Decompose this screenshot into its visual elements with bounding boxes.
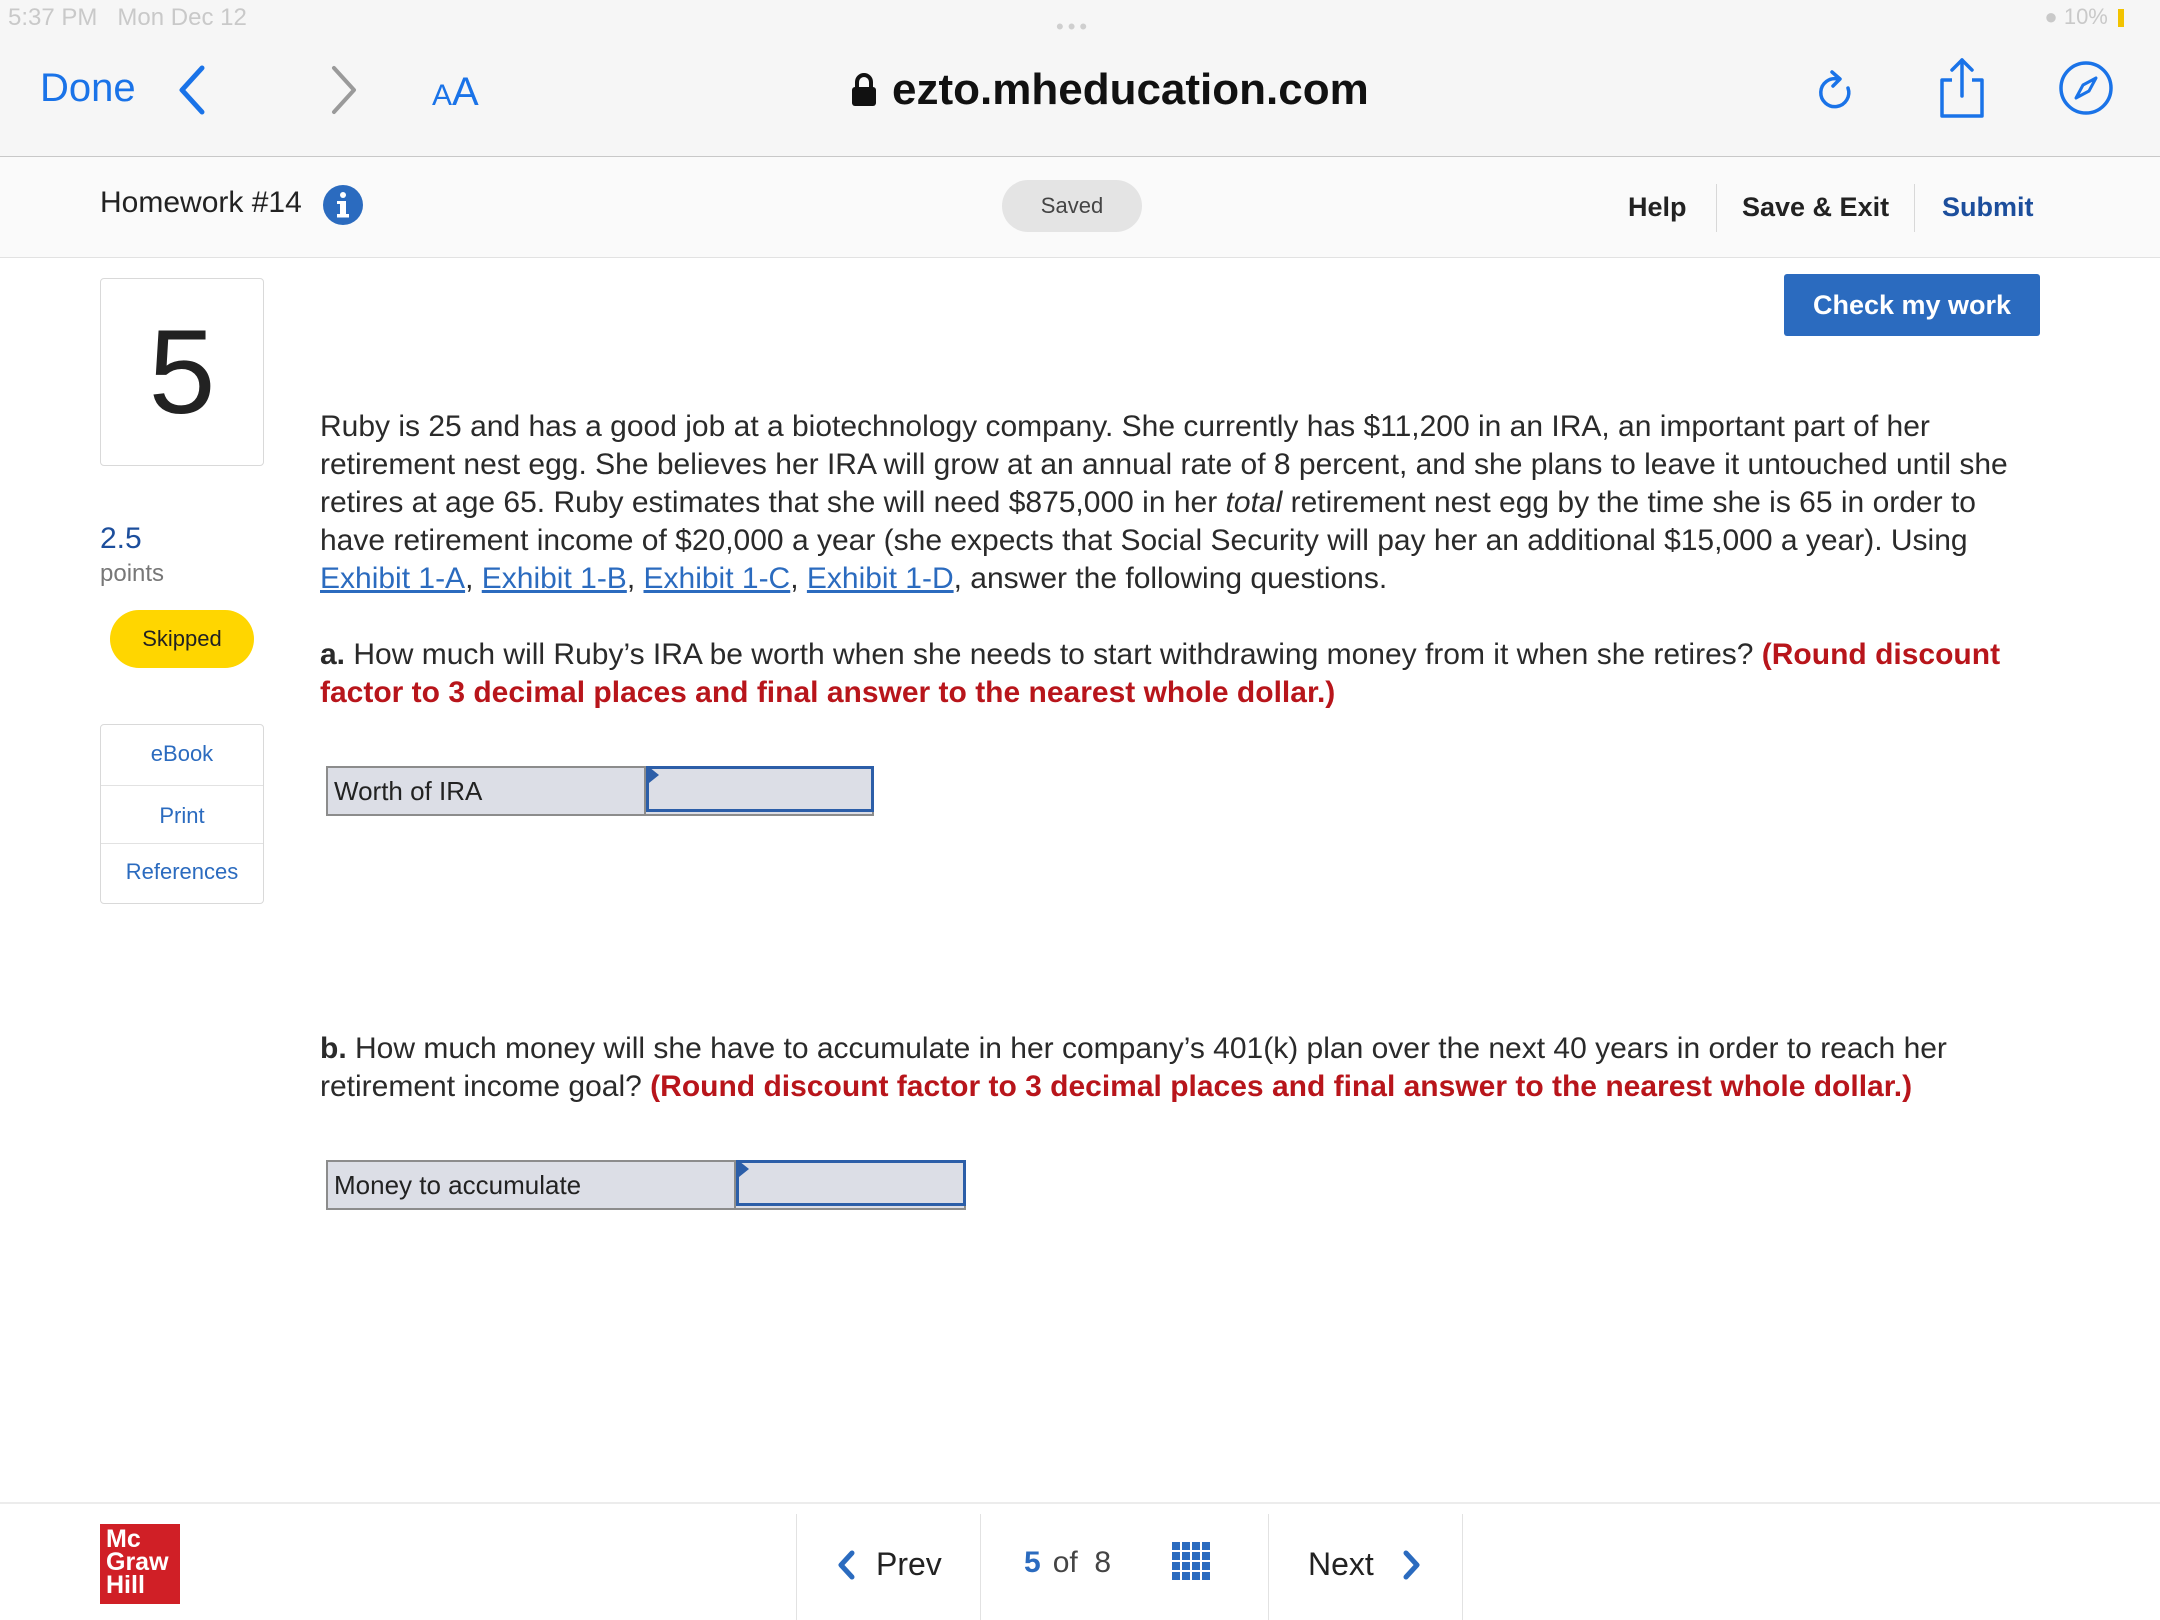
exhibit-1d-link[interactable]: Exhibit 1-D [806,562,954,595]
resources-panel [100,724,264,904]
prompt-text: retirement nest egg by the time she is 65 in order to have retirement income of $20,000 a year (she expects that Social Security will pay her an additional $15,000 a year). Using [320,486,1976,557]
forward-chevron-icon[interactable] [320,60,366,120]
mcgraw-hill-logo [100,1524,180,1604]
status-time: 5:37 PM [8,4,98,31]
tab-overview-dots-icon[interactable]: ••• [1056,14,1092,39]
assignment-title: Homework #14 [100,186,302,219]
part-a-instruction: (Round discount factor to 3 decimal places and final answer to the nearest whole dollar.) [320,638,2001,709]
money-to-accumulate-input[interactable] [736,1160,966,1206]
resource-divider [101,843,263,844]
compass-icon[interactable] [2058,60,2114,116]
answer-a-label: Worth of IRA [328,768,646,814]
prev-chevron-icon [834,1548,860,1582]
page-of-label: of [1052,1546,1078,1579]
prev-label: Prev [876,1546,942,1582]
next-label: Next [1308,1546,1374,1582]
total-pages: 8 [1094,1546,1112,1579]
input-flag-icon [739,1161,749,1177]
battery-percent: 10% [2063,4,2108,29]
references-link[interactable]: References [125,859,239,884]
footer-nav-divider [980,1514,981,1620]
prompt-separator: , [790,562,807,595]
exhibit-1b-link[interactable]: Exhibit 1-B [481,562,627,595]
exhibit-1a-link[interactable]: Exhibit 1-A [320,562,466,595]
footer-nav-divider [796,1514,797,1620]
question-prompt [320,408,2040,598]
footer-divider [0,1502,2160,1504]
answer-table-a [326,766,874,816]
resource-divider [101,785,263,786]
check-my-work-button[interactable]: Check my work [1784,274,2040,336]
text-size-button[interactable] [432,70,479,115]
part-b-label: b. [320,1032,347,1065]
wifi-icon: ● [2044,4,2058,29]
lock-icon [850,73,878,107]
worth-of-ira-input[interactable] [646,766,874,812]
saved-status-badge: Saved [1002,180,1142,232]
prompt-emphasis: total [1225,486,1283,519]
logo-line: Hill [106,1571,145,1599]
exhibit-1c-link[interactable]: Exhibit 1-C [643,562,791,595]
address-bar[interactable] [850,62,1369,118]
answer-table-b [326,1160,966,1210]
info-icon[interactable] [322,184,364,226]
part-a-question [320,636,2040,712]
page-indicator [1024,1546,1111,1580]
status-bar-time [8,4,247,32]
current-page: 5 [1024,1546,1041,1579]
status-date: Mon Dec 12 [117,4,247,31]
header-divider [1914,184,1915,232]
prev-button[interactable] [834,1546,942,1583]
prompt-text: Ruby is 25 and has a good job at a biotechnology company. She currently has $11,200 in an IRA, an important part of her retirement nest egg. She believes her IRA will grow at an annual rate of 8 percent, and she plans to leave it untouched until she retires at age 65. Ruby estimates that she will need $875,000 in her [320,410,2008,519]
answer-b-label: Money to accumulate [328,1162,736,1208]
reload-icon[interactable] [1814,68,1858,116]
next-chevron-icon [1398,1548,1424,1582]
ebook-link[interactable]: eBook [150,741,214,766]
question-number: 5 [100,278,264,466]
skipped-status-badge: Skipped [110,610,254,668]
points-value: 2.5 [100,522,142,555]
next-button[interactable] [1308,1546,1424,1583]
part-a-label: a. [320,638,346,671]
save-exit-link[interactable]: Save & Exit [1742,192,1890,222]
footer-nav-divider [1268,1514,1269,1620]
prompt-separator: , [626,562,644,595]
share-icon[interactable] [1936,56,1988,120]
prompt-text: , answer the following questions. [953,562,1388,595]
points-label: points [100,560,165,587]
text-size-large: A [452,70,479,114]
url-text: ezto.mheducation.com [892,65,1369,114]
footer-nav-divider [1462,1514,1463,1620]
back-chevron-icon[interactable] [170,60,216,120]
status-bar-right [2044,4,2124,30]
help-link[interactable]: Help [1628,192,1687,222]
input-flag-icon [649,767,659,783]
part-b-question [320,1030,2040,1106]
question-grid-icon[interactable] [1172,1542,1210,1580]
submit-link[interactable]: Submit [1942,192,2034,222]
header-divider [1716,184,1717,232]
logo-line: Mc [106,1525,141,1553]
prompt-separator: , [465,562,482,595]
part-a-text: How much will Ruby’s IRA be worth when she needs to start withdrawing money from it when she retires? [345,638,1762,671]
text-size-small: A [432,79,453,112]
print-link[interactable]: Print [159,803,205,828]
part-b-instruction: (Round discount factor to 3 decimal places and final answer to the nearest whole dollar.) [650,1070,1913,1103]
logo-line: Graw [106,1548,169,1576]
part-b-text: How much money will she have to accumulate in her company’s 401(k) plan over the next 40 years in order to reach her retirement income goal? [320,1032,1947,1103]
battery-icon [2118,9,2124,27]
done-button[interactable]: Done [40,66,136,110]
